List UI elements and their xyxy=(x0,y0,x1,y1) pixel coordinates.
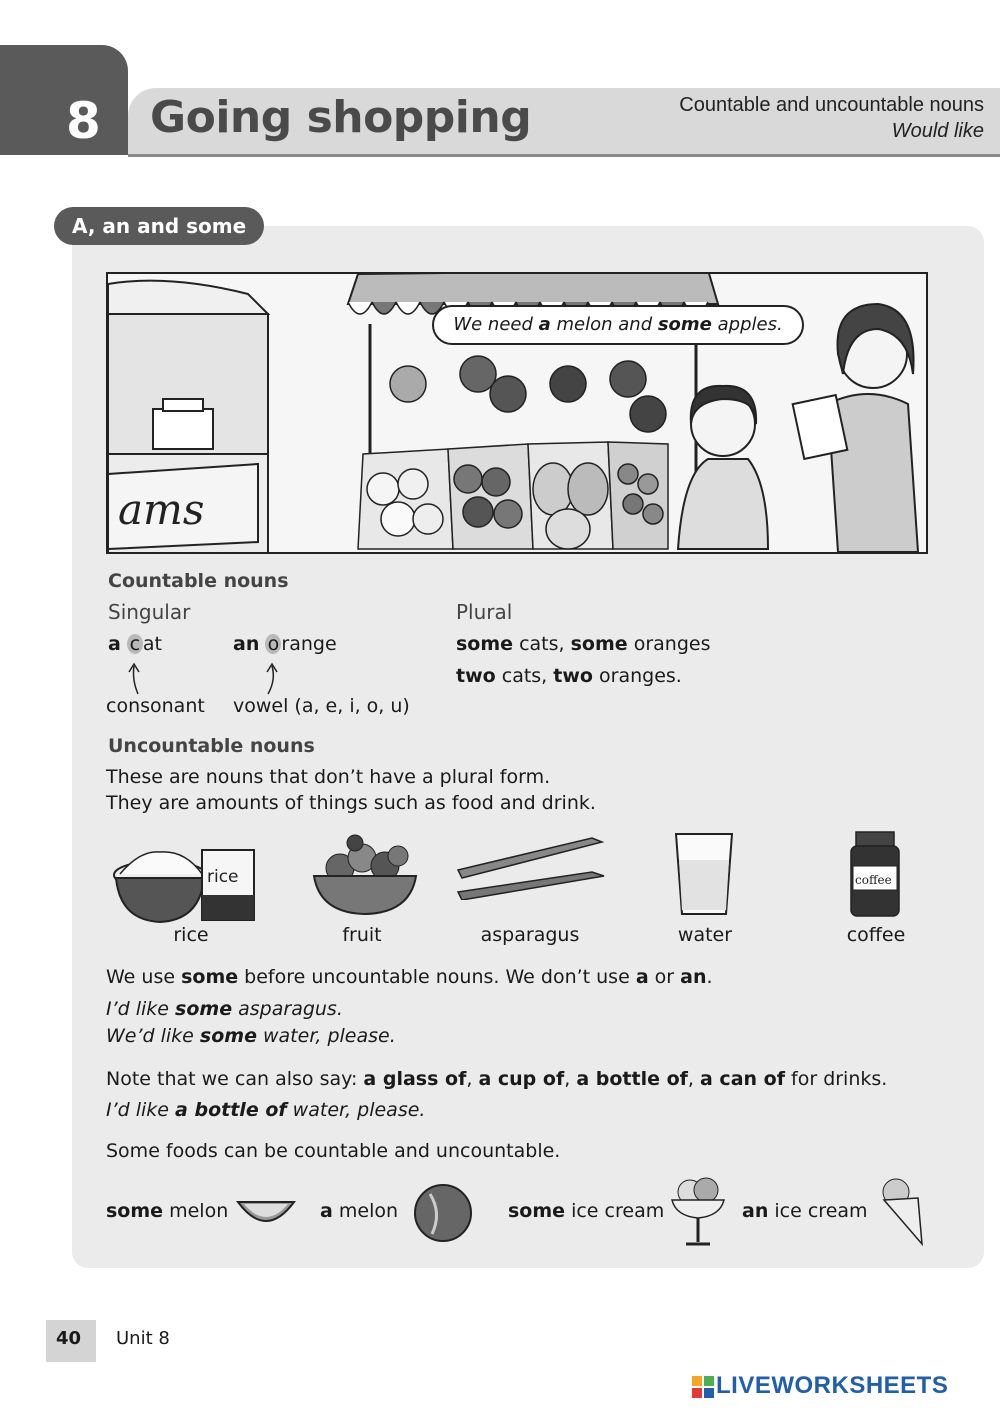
plural-example-some: some cats, some oranges xyxy=(456,633,711,655)
liveworksheets-brand[interactable]: LIVEWORKSHEETS xyxy=(716,1372,949,1399)
rule-some-uncountable: We use some before uncountable nouns. We don’t use a or an. xyxy=(106,966,713,988)
pair-a-melon: a melon xyxy=(320,1200,399,1222)
ice-cream-cone-picture xyxy=(878,1176,928,1248)
plural-label: Plural xyxy=(456,600,513,624)
food-caption-asparagus: asparagus xyxy=(480,924,580,946)
food-caption-rice: rice xyxy=(173,924,209,946)
food-caption-water: water xyxy=(677,924,733,946)
uncountable-heading: Uncountable nouns xyxy=(108,735,315,757)
unit-subtitle-function: Would like xyxy=(891,120,984,142)
asparagus-picture xyxy=(452,830,612,900)
glass-of-water-picture xyxy=(672,830,736,918)
section-heading: A, an and some xyxy=(54,207,264,245)
vowel-label: vowel (a, e, i, o, u) xyxy=(233,695,410,717)
stall-sign-text: ams xyxy=(118,485,205,534)
pair-some-ice-cream: some ice cream xyxy=(508,1200,665,1222)
pointer-arrows xyxy=(120,660,290,696)
singular-label: Singular xyxy=(108,600,191,624)
fruit-bowl-picture xyxy=(310,828,420,918)
example-an-orange: an o range xyxy=(233,633,337,655)
rice-picture xyxy=(110,830,260,925)
food-caption-fruit: fruit xyxy=(342,924,382,946)
rice-packet-label: rice xyxy=(207,867,239,887)
whole-melon-picture xyxy=(412,1182,474,1244)
page-number: 40 xyxy=(56,1328,82,1349)
speech-bubble: We need a melon and some apples. xyxy=(432,305,804,345)
unit-title: Going shopping xyxy=(150,92,532,143)
countable-and-uncountable-note: Some foods can be countable and uncountable. xyxy=(106,1140,561,1162)
pair-some-melon: some melon xyxy=(106,1200,229,1222)
note-containers: Note that we can also say: a glass of, a cup of, a bottle of, a can of for drinks. xyxy=(106,1068,888,1090)
unit-number: 8 xyxy=(66,92,101,150)
unit-subtitle-grammar: Countable and uncountable nouns xyxy=(679,94,984,116)
ice-cream-sundae-picture xyxy=(670,1172,726,1248)
title-band-rule xyxy=(128,154,1000,157)
example-a-cat: a c at xyxy=(108,633,162,655)
plural-example-two: two cats, two oranges. xyxy=(456,665,682,687)
melon-slice-picture xyxy=(236,1196,296,1232)
example-bottle-of-water: I’d like a bottle of water, please. xyxy=(106,1099,426,1121)
countable-heading: Countable nouns xyxy=(108,570,289,592)
coffee-jar-label: coffee xyxy=(855,873,892,887)
food-caption-coffee: coffee xyxy=(846,924,906,946)
uncountable-definition-2: They are amounts of things such as food and drink. xyxy=(106,792,596,814)
uncountable-definition-1: These are nouns that don’t have a plural form. xyxy=(106,766,551,788)
unit-number-box xyxy=(0,45,128,155)
footer-unit-label: Unit 8 xyxy=(116,1328,170,1349)
example-some-asparagus: I’d like some asparagus. xyxy=(106,998,343,1020)
consonant-label: consonant xyxy=(106,695,205,717)
liveworksheets-logo-icon xyxy=(692,1376,714,1398)
pair-an-ice-cream: an ice cream xyxy=(742,1200,868,1222)
coffee-jar-picture xyxy=(848,830,902,918)
example-some-water: We’d like some water, please. xyxy=(106,1025,396,1047)
